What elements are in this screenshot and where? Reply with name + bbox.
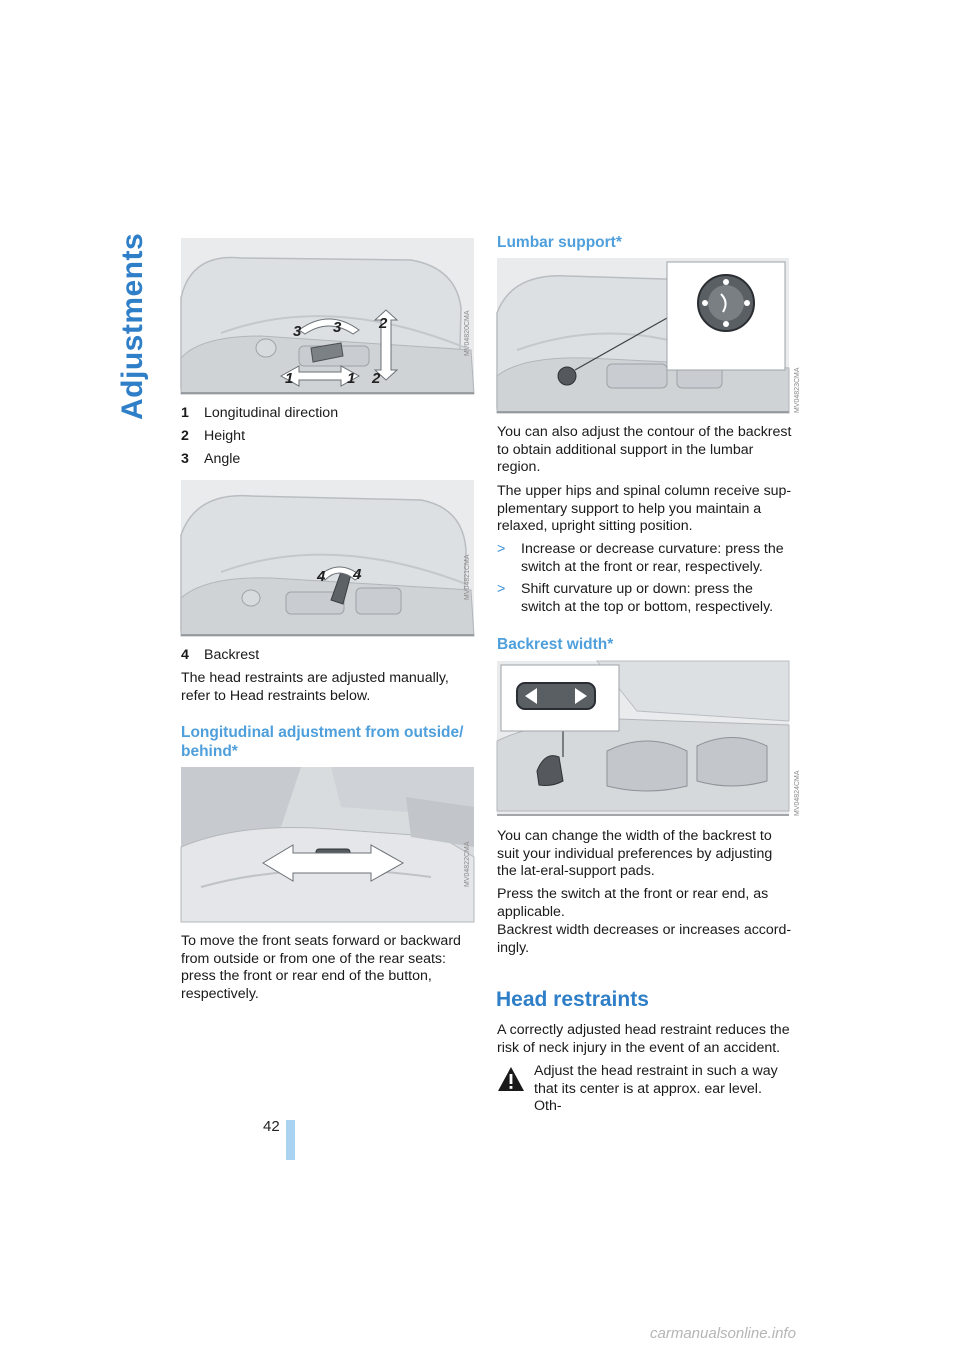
width-paragraph-3: Backrest width decreases or increases accord-ingly. bbox=[497, 922, 792, 956]
fig2-code: MV04821CMA bbox=[464, 554, 471, 600]
seat-adjustment-figure bbox=[181, 238, 474, 394]
head-restraints-paragraph: A correctly adjusted head restraint reduces the risk of neck injury in the event of an accident. bbox=[497, 1022, 790, 1056]
fig1-label-1a: 1 bbox=[285, 370, 294, 387]
lumbar-bullet-1: > Increase or decrease curvature: press the switch at the front or rear, respectively. bbox=[497, 541, 784, 575]
lumbar-bullet-2: > Shift curvature up or down: press the switch at the top or bottom, respectively. bbox=[497, 581, 774, 615]
page-number: 42 bbox=[263, 1118, 280, 1135]
width-paragraph-1: You can change the width of the backrest to suit your individual preferences by adjusting the lat-eral-support pads. bbox=[497, 828, 773, 879]
head-restraint-note: The head restraints are adjusted manually, refer to Head restraints below. bbox=[181, 670, 449, 704]
legend-item-3: 3 Angle bbox=[181, 451, 241, 467]
backrest-illustration bbox=[181, 480, 474, 636]
lumbar-paragraph-1: You can also adjust the contour of the backrest to obtain additional support in the lumbar region. bbox=[497, 424, 792, 475]
lumbar-heading: Lumbar support* bbox=[497, 234, 622, 251]
fig1-label-3a: 3 bbox=[293, 323, 302, 340]
legend-item-2: 2 Height bbox=[181, 428, 246, 444]
fig2-label-4b: 4 bbox=[353, 566, 362, 583]
legend-item-4: 4 Backrest bbox=[181, 647, 260, 663]
fig1-code: MV04820CMA bbox=[464, 310, 471, 356]
lumbar-paragraph-2: The upper hips and spinal column receive sup-plementary support to help you maintain a relaxed, upright sitting position. bbox=[497, 483, 792, 534]
lumbar-figure bbox=[497, 258, 801, 413]
fig5-code: MV04824CMA bbox=[794, 770, 801, 816]
fig3-code: MV04822CMA bbox=[464, 841, 471, 887]
bullet-marker: > bbox=[497, 581, 506, 597]
head-restraints-heading: Head restraints bbox=[496, 988, 649, 1011]
page-number-bar bbox=[286, 1120, 295, 1160]
backrest-width-figure bbox=[497, 661, 801, 816]
longitudinal-illustration bbox=[181, 767, 474, 922]
warning-icon bbox=[497, 1066, 525, 1092]
width-paragraph-2: Press the switch at the front or rear end, as applicable. bbox=[497, 886, 769, 920]
lumbar-illustration bbox=[497, 258, 789, 413]
backrest-width-illustration bbox=[497, 661, 789, 816]
section-side-title bbox=[112, 230, 152, 420]
longitudinal-figure bbox=[181, 767, 474, 922]
fig4-code: MV04823CMA bbox=[794, 367, 801, 413]
backrest-width-heading: Backrest width* bbox=[497, 636, 614, 653]
fig1-label-2a: 2 bbox=[379, 315, 388, 332]
fig1-label-1b: 1 bbox=[347, 370, 356, 387]
longitudinal-heading: Longitudinal adjustment from outside/ behind* bbox=[181, 724, 464, 760]
backrest-figure bbox=[181, 480, 474, 636]
fig1-label-2b: 2 bbox=[372, 370, 381, 387]
seat-adjustment-illustration bbox=[181, 238, 474, 394]
section-title-text: Adjustments bbox=[116, 232, 149, 420]
legend-item-1: 1 Longitudinal direction bbox=[181, 405, 339, 421]
footer-watermark[interactable]: carmanualsonline.info bbox=[650, 1325, 796, 1342]
fig1-label-3b: 3 bbox=[333, 319, 342, 336]
fig2-label-4a: 4 bbox=[317, 568, 326, 585]
warning-text: Adjust the head restraint in such a way that its center is at approx. ear level. Oth- bbox=[534, 1063, 778, 1114]
bullet-marker: > bbox=[497, 541, 506, 557]
longitudinal-text: To move the front seats forward or backward from outside or from one of the rear seats: press the front or rear end of the button, respectively. bbox=[181, 933, 461, 1002]
